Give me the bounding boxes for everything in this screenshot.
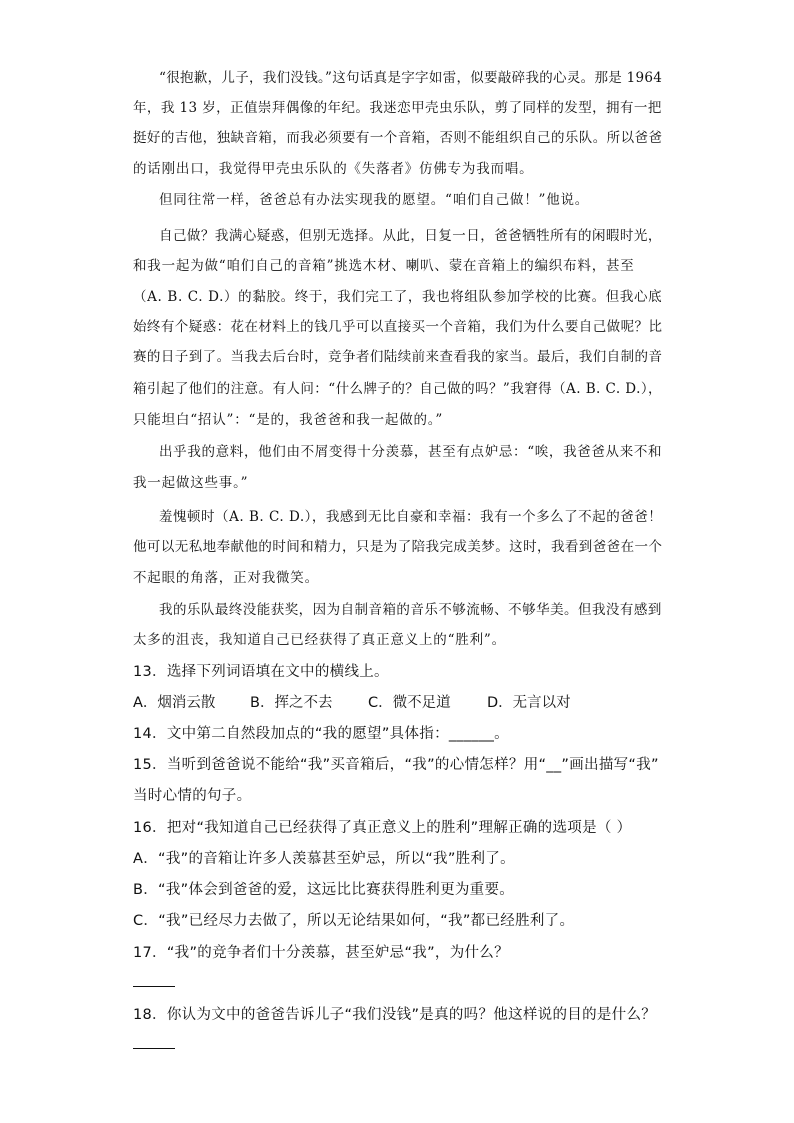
question-16: 16．把对“我知道自己已经获得了真正意义上的胜利”理解正确的选项是（ ）: [133, 820, 632, 836]
question-13-option-d: D．无言以对: [487, 695, 571, 711]
question-16-option-b: B．“我”体会到爸爸的爱，这远比比赛获得胜利更为重要。: [133, 882, 515, 898]
question-13-option-b: B．挥之不去: [250, 695, 333, 711]
passage-line: 的话刚出口，我觉得甲壳虫乐队的《失落者》仿佛专为我而唱。: [133, 161, 534, 177]
passage-line: 年，我 13 岁，正值崇拜偶像的年纪。我迷恋甲壳虫乐队，剪了同样的发型，拥有一把: [133, 100, 662, 116]
question-16-option-a: A．“我”的音箱让许多人羡慕甚至妒忌，所以“我”胜利了。: [133, 851, 515, 867]
passage-line: 我的乐队最终没能获奖，因为自制音箱的音乐不够流畅、不够华美。但我没有感到: [159, 602, 662, 618]
question-18: 18．你认为文中的爸爸告诉儿子“我们没钱”是真的吗？他这样说的目的是什么？: [133, 1007, 657, 1023]
passage-line: 但同往常一样，爸爸总有办法实现我的愿望。“咱们自己做！”他说。: [159, 192, 590, 208]
passage-line: 只能坦白“招认”：“是的，我爸爸和我一起做的。”: [133, 412, 444, 428]
passage-line: 不起眼的角落，正对我微笑。: [133, 570, 319, 586]
passage-line: 羞愧顿时（A. B. C. D.），我感到无比自豪和幸福：我有一个多么了不起的爸爸！: [159, 509, 663, 525]
question-17: 17．“我”的竞争者们十分羡慕，甚至妒忌“我”，为什么？: [133, 945, 509, 961]
passage-line: “很抱歉，儿子，我们没钱。”这句话真是字字如雷，似要敲碎我的心灵。那是 1964: [159, 70, 663, 86]
passage-line: 我一起做这些事。”: [133, 475, 249, 491]
answer-blank-17[interactable]: [133, 986, 175, 987]
question-16-option-c: C．“我”已经尽力去做了，所以无论结果如何，“我”都已经胜利了。: [133, 913, 575, 929]
question-14: 14．文中第二自然段加点的“我的愿望”具体指：______。: [133, 726, 509, 742]
question-13: 13．选择下列词语填在文中的横线上。: [133, 664, 389, 680]
passage-line: 挺好的吉他，独缺音箱，而我必须要有一个音箱，否则不能组织自己的乐队。所以爸爸: [133, 130, 663, 146]
question-15-line-2: 当时心情的句子。: [133, 788, 252, 804]
passage-line: 出乎我的意料，他们由不屑变得十分羡慕，甚至有点妒忌：“唉，我爸爸从来不和: [159, 444, 663, 460]
passage-line: 始终有个疑惑：花在材料上的钱几乎可以直接买一个音箱，我们为什么要自己做呢？比: [133, 319, 663, 335]
passage-line: （A. B. C. D.）的黏胶。终于，我们完工了，我也将组队参加学校的比赛。但我心底: [133, 289, 663, 305]
answer-blank-18[interactable]: [133, 1048, 175, 1049]
passage-line: 自己做？我满心疑惑，但别无选择。从此，日复一日，爸爸牺牲所有的闲暇时光，: [159, 228, 662, 244]
question-13-option-c: C．微不足道: [368, 695, 451, 711]
passage-line: 赛的日子到了。当我去后台时，竞争者们陆续前来查看我的家当。最后，我们自制的音: [133, 349, 663, 365]
question-13-option-a: A．烟消云散: [133, 695, 216, 711]
question-15-line-1: 15．当听到爸爸说不能给“我”买音箱后，“我”的心情怎样？用“__”画出描写“我”: [133, 757, 659, 773]
passage-line: 太多的沮丧，我知道自己已经获得了真正意义上的“胜利”。: [133, 632, 506, 648]
passage-line: 和我一起为做“咱们自己的音箱”挑选木材、喇叭、蒙在音箱上的编织布料，甚至: [133, 258, 635, 274]
passage-line: 他可以无私地奉献他的时间和精力，只是为了陪我完成美梦。这时，我看到爸爸在一个: [133, 539, 663, 555]
passage-line: 箱引起了他们的注意。有人问：“什么牌子的？自己做的吗？”我窘得（A. B. C. D.），: [133, 381, 662, 397]
